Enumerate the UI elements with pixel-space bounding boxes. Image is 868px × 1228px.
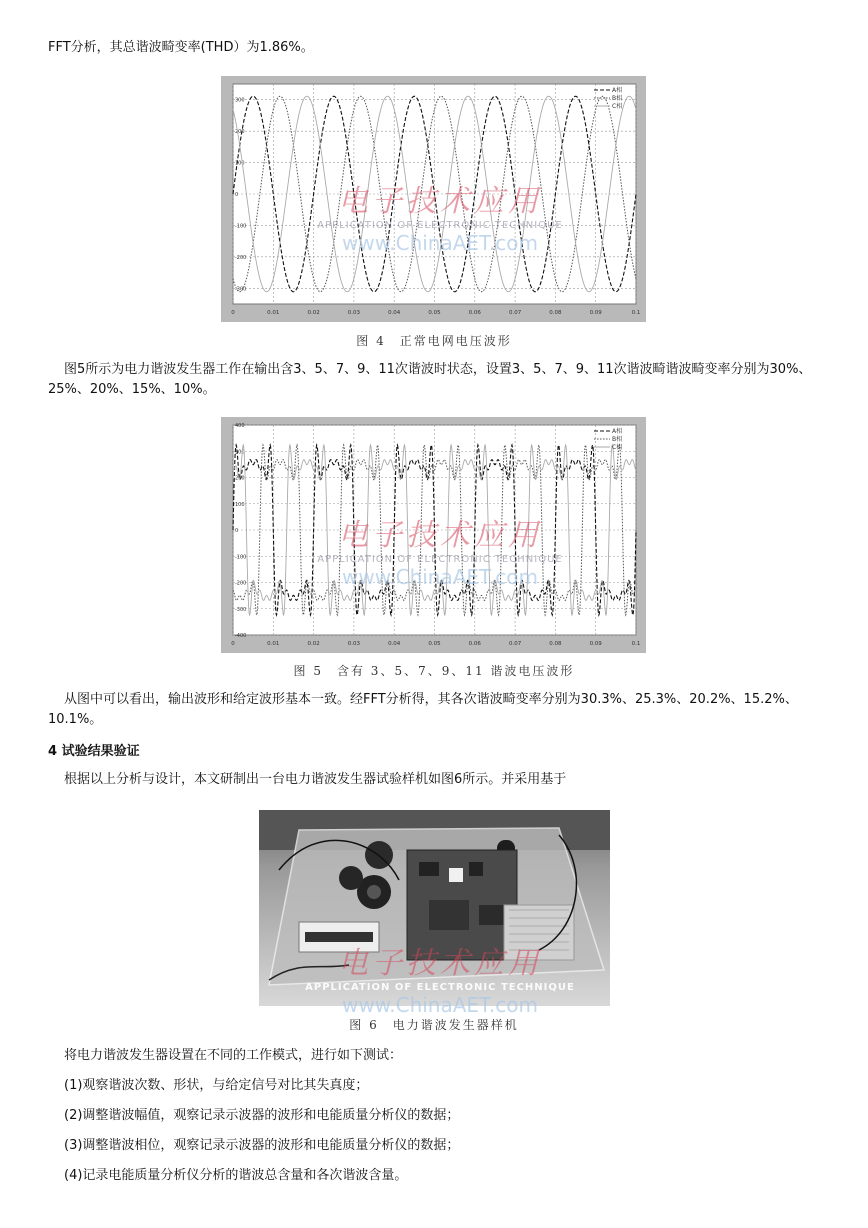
x-tick-label: 0 <box>231 310 235 316</box>
x-tick-label: 0.07 <box>508 310 522 316</box>
y-tick-label: 100 <box>235 160 245 167</box>
legend-label: A相 <box>612 428 623 435</box>
figure-6-photo <box>259 810 610 1006</box>
y-tick-label: -100 <box>235 223 247 230</box>
watermark-url: www.ChinaAET.com <box>342 993 538 1017</box>
x-tick-label: 0.06 <box>468 641 481 647</box>
list-item: (4)记录电能质量分析仪分析的谐波总含量和各次谐波含量。 <box>64 1168 408 1183</box>
y-tick-label: -400 <box>235 633 247 639</box>
watermark-cn: 电子技术应用 <box>338 946 542 981</box>
section-heading-4: 4 试验结果验证 <box>48 744 140 759</box>
legend-label: B相 <box>612 436 623 443</box>
figure-4-caption: 图 4 正常电网电压波形 <box>356 334 512 348</box>
watermark-en: APPLICATION OF ELECTRONIC TECHNIQUE <box>317 554 563 565</box>
legend-label: C相 <box>612 444 623 451</box>
x-tick-label: 0.1 <box>631 641 641 647</box>
figure-5-caption: 图 5 含有 3、5、7、9、11 谐波电压波形 <box>293 664 575 678</box>
watermark-url: www.ChinaAET.com <box>342 231 538 255</box>
paragraph-thd: FFT分析，其总谐波畸变率(THD）为1.86%。 <box>48 40 314 55</box>
watermark-en: APPLICATION OF ELECTRONIC TECHNIQUE <box>317 220 563 231</box>
list-item: (3)调整谐波相位，观察记录示波器的波形和电能质量分析仪的数据； <box>64 1138 460 1153</box>
figure-5-chart <box>221 417 646 653</box>
legend-label: B相 <box>612 95 623 102</box>
y-tick-label: -200 <box>235 580 247 587</box>
x-tick-label: 0.01 <box>267 310 280 316</box>
x-tick-label: 0.09 <box>589 641 602 647</box>
x-tick-label: 0.01 <box>267 641 280 647</box>
y-tick-label: -200 <box>235 254 247 261</box>
y-tick-label: -100 <box>235 554 247 561</box>
paragraph-after-fig5: 从图中可以看出，输出波形和给定波形基本一致。经FFT分析得，其各次谐波畸变率分别为30.3%、25.3%、20.2%、15.2%、10.1%。 <box>48 692 798 727</box>
watermark-en: APPLICATION OF ELECTRONIC TECHNIQUE <box>305 982 575 993</box>
watermark-cn: 电子技术应用 <box>338 184 542 219</box>
x-tick-label: 0.02 <box>307 310 320 316</box>
figure-4-frame <box>221 76 646 322</box>
y-tick-label: -300 <box>235 606 247 613</box>
x-tick-label: 0.03 <box>347 641 361 647</box>
x-tick-label: 0.02 <box>307 641 320 647</box>
y-tick-label: 200 <box>235 475 245 482</box>
y-tick-label: 300 <box>235 97 245 104</box>
x-tick-label: 0.05 <box>428 641 441 647</box>
legend-label: A相 <box>612 87 623 94</box>
watermark-url: www.ChinaAET.com <box>342 565 538 589</box>
x-tick-label: 0.1 <box>631 310 641 316</box>
x-tick-label: 0.04 <box>388 641 401 647</box>
y-tick-label: 300 <box>235 449 245 456</box>
y-tick-label: 200 <box>235 129 245 136</box>
y-tick-label: 400 <box>235 423 245 429</box>
legend-label: C相 <box>612 103 623 110</box>
paragraph-tests-intro: 将电力谐波发生器设置在不同的工作模式，进行如下测试： <box>64 1048 403 1063</box>
x-tick-label: 0.06 <box>468 310 481 316</box>
x-tick-label: 0.07 <box>508 641 522 647</box>
x-tick-label: 0.08 <box>549 641 562 647</box>
y-tick-label: -300 <box>235 286 247 293</box>
prototype-photo-illustration <box>259 810 610 1006</box>
list-item: (2)调整谐波幅值，观察记录示波器的波形和电能质量分析仪的数据； <box>64 1108 460 1123</box>
figure-5-frame <box>221 417 646 653</box>
watermark-cn: 电子技术应用 <box>338 518 542 553</box>
figure-6-caption: 图 6 电力谐波发生器样机 <box>349 1018 519 1032</box>
y-tick-label: 0 <box>235 528 239 534</box>
list-item: (1)观察谐波次数、形状，与给定信号对比其失真度； <box>64 1078 369 1093</box>
y-tick-label: 0 <box>235 192 239 198</box>
paragraph-section4: 根据以上分析与设计，本文研制出一台电力谐波发生器试验样机如图6所示。并采用基于 <box>64 772 567 787</box>
y-tick-label: 100 <box>235 501 245 508</box>
x-tick-label: 0.04 <box>388 310 401 316</box>
paragraph-fig5-intro: 图5所示为电力谐波发生器工作在输出含3、5、7、9、11次谐波时状态，设置3、5、7、9、11次谐波畸谐波畸变率分别为30%、25%、20%、15%、10%。 <box>48 362 812 397</box>
x-tick-label: 0.08 <box>549 310 562 316</box>
x-tick-label: 0.05 <box>428 310 441 316</box>
x-tick-label: 0 <box>231 641 235 647</box>
x-tick-label: 0.09 <box>589 310 602 316</box>
x-tick-label: 0.03 <box>347 310 361 316</box>
figure-4-chart <box>221 76 646 322</box>
